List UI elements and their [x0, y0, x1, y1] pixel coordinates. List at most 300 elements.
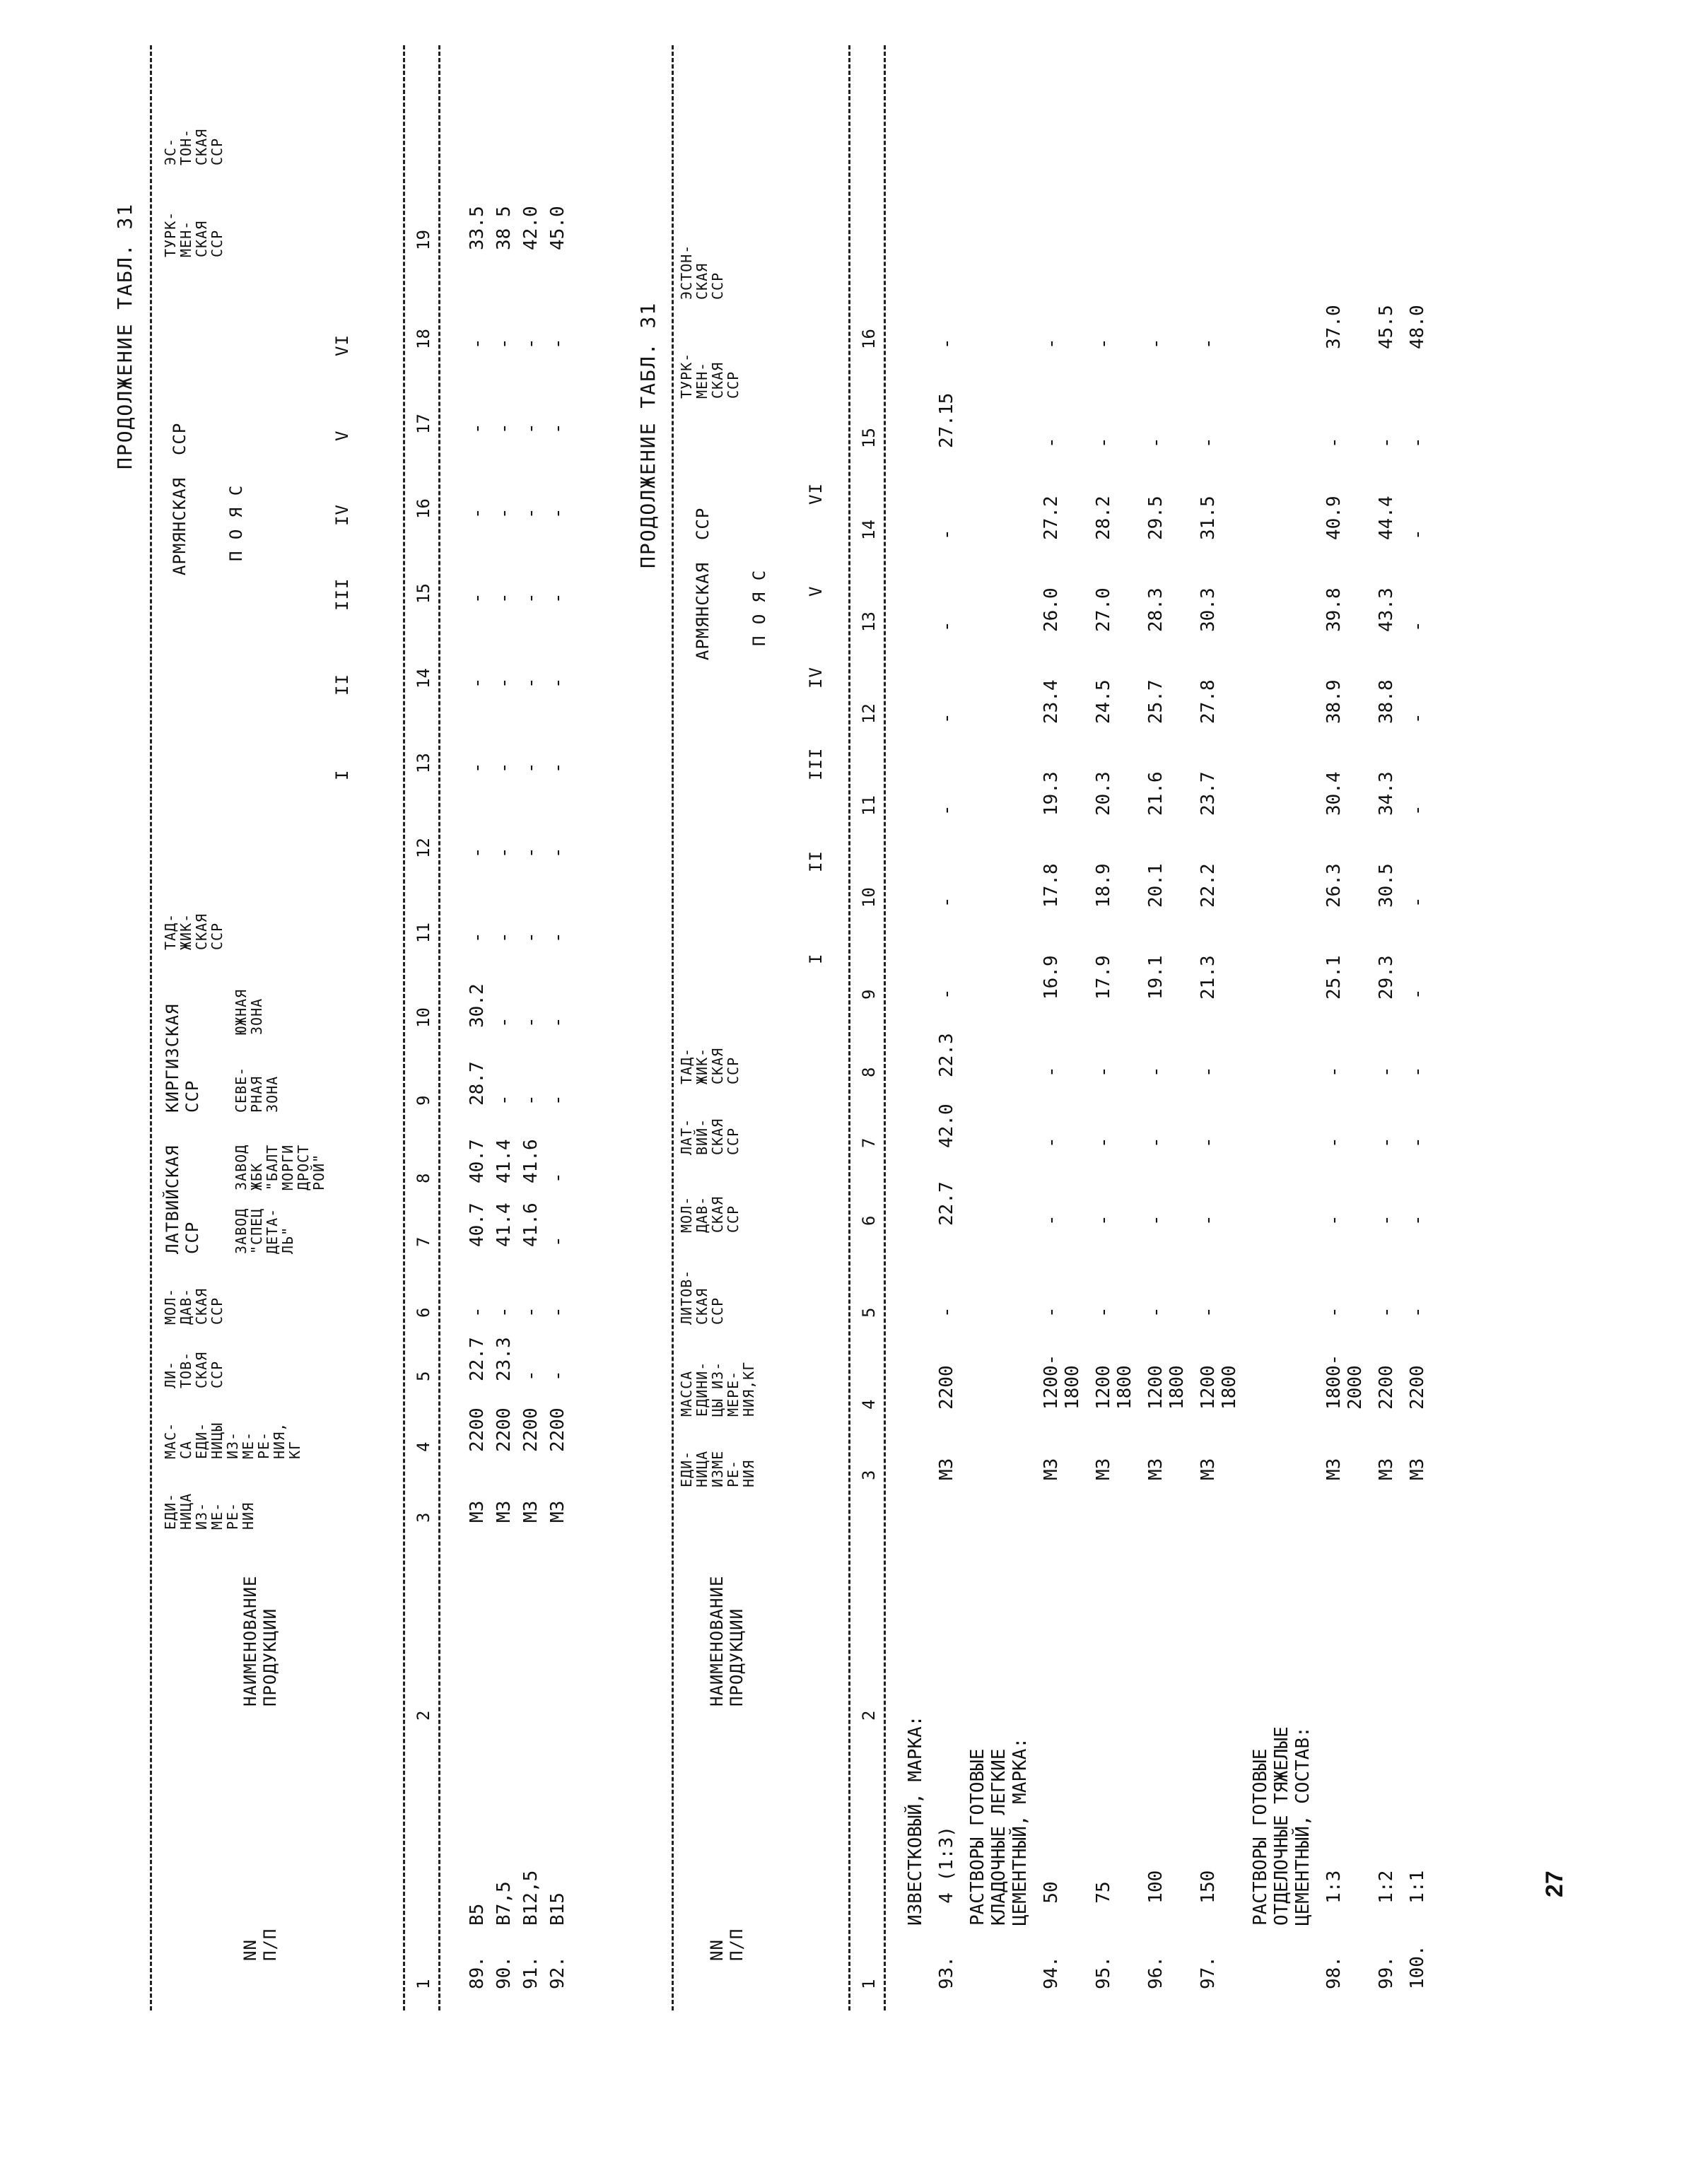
table1-header-nn: NN П/П [240, 1928, 280, 1961]
table-cell-c5: - [1407, 1306, 1428, 1318]
table-cell-c5: - [1093, 1306, 1114, 1318]
table-cell-nn: 94. [1041, 1956, 1062, 1989]
table2-zone-3: III [806, 747, 826, 780]
table-cell-c8: - [547, 1172, 568, 1183]
column-number: 14 [859, 520, 879, 540]
table-cell-c13: - [467, 762, 488, 773]
table2-header-rule [848, 45, 850, 2010]
column-number: 3 [414, 1512, 433, 1523]
table-cell-c6: 22.7 [936, 1181, 957, 1226]
table-row [520, 0, 547, 2166]
column-number: 14 [414, 668, 433, 689]
table-cell-c10: 26.3 [1323, 863, 1345, 908]
table2-top-rule [672, 45, 674, 2010]
table-cell-c19: 38 5 [493, 206, 515, 250]
table2-header-latv: ЛАТ- ВИЙ- СКАЯ ССР [678, 1118, 742, 1155]
table-cell-c9: 16.9 [1041, 955, 1062, 1000]
table-row [1041, 0, 1083, 2166]
table-cell-c8: 40.7 [467, 1139, 488, 1183]
table-cell-c17: - [493, 423, 515, 434]
table-cell-c6: - [493, 1306, 515, 1318]
table-cell-mass: 2200 [1407, 1365, 1428, 1410]
table-cell-c8: - [1407, 1066, 1428, 1077]
table-cell-c8: - [1376, 1066, 1397, 1077]
table2-header-belt: П О Я С [749, 569, 769, 646]
table1-zone-3: III [332, 578, 352, 611]
table-cell-c16: 48.0 [1407, 305, 1428, 349]
table-cell-c16: - [1198, 338, 1219, 349]
table-cell-c8: 22.3 [936, 1033, 957, 1077]
column-number: 11 [859, 795, 879, 816]
table1-zone-6: VI [332, 334, 352, 356]
table-cell-c8: 41.6 [520, 1139, 542, 1183]
table-cell-c12: - [520, 847, 542, 858]
table-cell-c10: - [547, 1017, 568, 1028]
page-number: 27 [1541, 1871, 1568, 1897]
table-cell-c9: 28.7 [467, 1061, 488, 1106]
table-cell-nn: 89. [467, 1956, 488, 1989]
table-cell-mass: 1200- 1800 [1041, 1354, 1083, 1410]
table-cell-c7: - [1093, 1137, 1114, 1148]
table-cell-c18: - [547, 338, 568, 349]
table-cell-c10: 17.8 [1041, 863, 1062, 908]
table-cell-c6: - [1323, 1214, 1345, 1226]
table1-header-mass: МАС- СА ЕДИ- НИЦЫ ИЗ- МЕ- РЕ- НИЯ, КГ [162, 1422, 303, 1459]
table1-header-est: ЭС- ТОН- СКАЯ ССР [162, 128, 226, 165]
table-cell-nn: 96. [1145, 1956, 1166, 1989]
table1-zone-1: I [332, 769, 352, 780]
table-cell-c14: - [1407, 529, 1428, 540]
table1-zone-4: IV [332, 504, 352, 526]
table-cell-c10: - [1407, 896, 1428, 908]
table-cell-nn: 98. [1323, 1956, 1345, 1989]
table-cell-c5: - [520, 1370, 542, 1381]
table-cell-c10: 22.2 [1198, 863, 1219, 908]
table-cell-mass: 1200 1800 [1093, 1365, 1135, 1410]
table-cell-c7: - [1198, 1137, 1219, 1148]
table-cell-c16: 45.5 [1376, 305, 1397, 349]
table1-header-arm: АРМЯНСКАЯ ССР [170, 422, 189, 575]
table2-zone-2: II [806, 850, 826, 872]
table-cell-c12: - [493, 847, 515, 858]
table-cell-c8: 41.4 [493, 1139, 515, 1183]
table-cell-c9: 29.3 [1376, 955, 1397, 1000]
table1-colnum-rule [438, 45, 440, 2010]
table1-header-kirg-a: СЕВЕ- РНАЯ ЗОНА [233, 1066, 281, 1113]
table-cell-nn: 90. [493, 1956, 515, 1989]
table2-colnum-rule [884, 45, 886, 2010]
table-cell-c16: 37.0 [1323, 305, 1345, 349]
table-cell-nn: 92. [547, 1956, 568, 1989]
table-cell-c19: 45.0 [547, 206, 568, 250]
table-cell-unit: М3 [1407, 1458, 1428, 1480]
table-cell-c14: - [936, 529, 957, 540]
table-cell-c5: - [547, 1370, 568, 1381]
table-cell-nn: 99. [1376, 1956, 1397, 1989]
table-cell-c16: - [1041, 338, 1062, 349]
table-cell-c12: - [467, 847, 488, 858]
table1-header-belt: П О Я С [226, 484, 246, 561]
table2-header-mass: МАССА ЕДИНИ- ЦЫ ИЗ- МЕРЕ- НИЯ,КГ [678, 1361, 757, 1417]
table-cell-c19: 33.5 [467, 206, 488, 250]
table-cell-c13: - [547, 762, 568, 773]
table-cell-nn: 95. [1093, 1956, 1114, 1989]
table-cell-c7: - [1376, 1137, 1397, 1148]
table-cell-name: B7,5 [493, 1881, 515, 1926]
column-number: 11 [414, 923, 433, 943]
table2-header-name: НАИМЕНОВАНИЕ ПРОДУКЦИИ [707, 1575, 747, 1707]
column-number: 7 [859, 1137, 879, 1148]
table-cell-c14: 44.4 [1376, 496, 1397, 540]
table-cell-mass: 1200 1800 [1198, 1365, 1240, 1410]
table-cell-nn: 100. [1407, 1945, 1428, 1989]
table1-top-rule [150, 45, 152, 2010]
table-cell-c14: 31.5 [1198, 496, 1219, 540]
table2-header-mold: МОЛ- ДАВ- СКАЯ ССР [678, 1195, 742, 1233]
table1-title: ПРОДОЛЖЕНИЕ ТАБЛ. 31 [113, 202, 136, 469]
table-cell-c11: 19.3 [1041, 771, 1062, 816]
table-cell-c12: - [547, 847, 568, 858]
table-cell-mass: 2200 [936, 1365, 957, 1410]
table-cell-c17: - [547, 423, 568, 434]
table-cell-c12: 23.4 [1041, 679, 1062, 724]
table1-header-kirg: КИРГИЗСКАЯ ССР [163, 1003, 202, 1113]
table-cell-c10: 30.2 [467, 983, 488, 1028]
table-cell-c7: - [547, 1236, 568, 1247]
table-row [547, 0, 574, 2166]
table-cell-c7: 41.4 [493, 1202, 515, 1247]
column-number: 9 [859, 989, 879, 1000]
table-cell-c14: 40.9 [1323, 496, 1345, 540]
column-number: 12 [414, 838, 433, 858]
table-cell-name: B5 [467, 1903, 488, 1926]
table-cell-c6: - [1041, 1214, 1062, 1226]
table-cell-unit: М3 [467, 1500, 488, 1523]
column-number: 19 [414, 230, 433, 250]
table2-zone-5: V [806, 585, 826, 597]
table-cell-c8: - [1041, 1066, 1062, 1077]
column-number: 1 [414, 1979, 433, 1989]
table-cell-c12: 27.8 [1198, 679, 1219, 724]
column-number: 15 [859, 428, 879, 448]
column-number: 6 [414, 1307, 433, 1318]
column-number: 2 [859, 1710, 879, 1721]
table-cell-c16: - [1145, 338, 1166, 349]
table-cell-unit: М3 [1093, 1458, 1114, 1480]
column-number: 6 [859, 1215, 879, 1226]
table1-zone-5: V [332, 430, 352, 441]
table2-header-est: ЭСТОН- СКАЯ ССР [678, 244, 726, 300]
table-cell-c9: 17.9 [1093, 955, 1114, 1000]
table-cell-mass: 2200 [547, 1407, 568, 1452]
column-number: 1 [859, 1979, 879, 1989]
table-cell-c8: - [1323, 1066, 1345, 1077]
table-row [1323, 0, 1366, 2166]
table-cell-name: 1:2 [1376, 1870, 1397, 1926]
table2-zone-4: IV [806, 667, 826, 689]
table-cell-c5: - [1376, 1306, 1397, 1318]
table1-header-kirg-b: ЮЖНАЯ ЗОНА [233, 988, 265, 1035]
table-cell-c16: - [520, 508, 542, 519]
table-cell-name: 100 [1145, 1870, 1166, 1926]
table-cell-c6: - [1093, 1214, 1114, 1226]
table1-header-unit: ЕДИ- НИЦА ИЗ- МЕ- РЕ- НИЯ [162, 1492, 257, 1530]
table-cell-c9: 19.1 [1145, 955, 1166, 1000]
table1-header-turk: ТУРК- МЕН- СКАЯ ССР [162, 211, 226, 257]
column-number: 16 [859, 329, 879, 349]
table-cell-unit: М3 [493, 1500, 515, 1523]
column-number: 4 [414, 1441, 433, 1452]
table-cell-c7: 40.7 [467, 1202, 488, 1247]
table-cell-c12: 38.8 [1376, 679, 1397, 724]
table-cell-c11: 30.4 [1323, 771, 1345, 816]
table-cell-c16: - [493, 508, 515, 519]
column-number: 4 [859, 1399, 879, 1410]
table-cell-name: 1:3 [1323, 1870, 1345, 1926]
table-cell-c15: - [467, 592, 488, 604]
table-cell-c8: - [1198, 1066, 1219, 1077]
table-cell-c7: 42.0 [936, 1104, 957, 1148]
table-cell-mass: 2200 [520, 1407, 542, 1452]
column-number: 9 [414, 1095, 433, 1106]
table-row [1198, 0, 1240, 2166]
table-cell-c8: - [1093, 1066, 1114, 1077]
table1-header-name: НАИМЕНОВАНИЕ ПРОДУКЦИИ [240, 1575, 280, 1707]
table-cell-nn: 93. [936, 1956, 957, 1989]
table-cell-c10: 18.9 [1093, 863, 1114, 908]
table-cell-c9: 25.1 [1323, 955, 1345, 1000]
table-cell-c11: 21.6 [1145, 771, 1166, 816]
table-cell-c10: - [520, 1017, 542, 1028]
table-cell-c11: - [467, 932, 488, 943]
column-number: 16 [414, 498, 433, 519]
column-number: 2 [414, 1710, 433, 1721]
table-cell-c6: - [1145, 1214, 1166, 1226]
table-cell-name: ИЗВЕСТКОВЫЙ, МАРКА: [905, 1715, 926, 1926]
table1-header-tadzh: ТАД- ЖИК- СКАЯ ССР [162, 913, 226, 950]
table-cell-c14: - [467, 677, 488, 689]
table-cell-c16: - [467, 508, 488, 519]
table-cell-c13: 26.0 [1041, 587, 1062, 632]
table-cell-c5: - [1041, 1306, 1062, 1318]
column-number: 13 [414, 753, 433, 773]
table-cell-c15: 27.15 [936, 392, 957, 448]
table-cell-c9: - [547, 1094, 568, 1106]
table-cell-c14: - [547, 677, 568, 689]
table2-title: ПРОДОЛЖЕНИЕ ТАБЛ. 31 [636, 301, 660, 568]
table-cell-c15: - [1041, 437, 1062, 448]
table-cell-unit: М3 [1323, 1458, 1345, 1480]
table-cell-c6: - [547, 1306, 568, 1318]
table-row [936, 0, 963, 2166]
table-cell-c12: 24.5 [1093, 679, 1114, 724]
table-cell-c17: - [467, 423, 488, 434]
table-cell-c11: 23.7 [1198, 771, 1219, 816]
table-cell-nn: 91. [520, 1956, 542, 1989]
table-cell-name: 75 [1093, 1881, 1114, 1926]
table-cell-c11: - [1407, 804, 1428, 816]
table2-header-nn: NN П/П [707, 1928, 747, 1961]
table-cell-c14: 29.5 [1145, 496, 1166, 540]
column-number: 5 [414, 1371, 433, 1381]
table-cell-c5: - [1323, 1306, 1345, 1318]
column-number: 8 [859, 1067, 879, 1077]
table-cell-c14: - [493, 677, 515, 689]
table-cell-c9: - [493, 1094, 515, 1106]
table-cell-c15: - [547, 592, 568, 604]
table-cell-name: 150 [1198, 1870, 1219, 1926]
table-row [967, 0, 1031, 2166]
table-cell-c15: - [1376, 437, 1397, 448]
table-cell-c11: - [547, 932, 568, 943]
table-cell-name: 1:1 [1407, 1870, 1428, 1926]
table-cell-mass: 1200 1800 [1145, 1365, 1188, 1410]
table-cell-c16: - [1093, 338, 1114, 349]
table-cell-nn: 97. [1198, 1956, 1219, 1989]
table-cell-c11: 34.3 [1376, 771, 1397, 816]
column-number: 15 [414, 583, 433, 604]
table2-zone-6: VI [806, 483, 826, 505]
table-cell-c13: 27.0 [1093, 587, 1114, 632]
table-cell-c19: 42.0 [520, 206, 542, 250]
table1-header-rule [403, 45, 405, 2010]
table-cell-c11: 20.3 [1093, 771, 1114, 816]
table2-header-turk: ТУРК- МЕН- СКАЯ ССР [678, 352, 742, 399]
table-cell-name: РАСТВОРЫ ГОТОВЫЕ ОТДЕЛОЧНЫЕ ТЯЖЕЛЫЕ ЦЕМЕНТНЫЙ, СОСТАВ: [1250, 1726, 1314, 1926]
table2-header-arm: АРМЯНСКАЯ ССР [693, 507, 713, 660]
table-row [1145, 0, 1188, 2166]
table-cell-c7: - [1041, 1137, 1062, 1148]
column-number: 7 [414, 1236, 433, 1247]
table-cell-c8: - [1145, 1066, 1166, 1077]
table-cell-name: 50 [1041, 1881, 1062, 1926]
table-row [905, 0, 932, 2166]
table-cell-unit: М3 [936, 1458, 957, 1480]
table-cell-c18: - [493, 338, 515, 349]
table-cell-mass: 2200 [493, 1407, 515, 1452]
table-cell-c5: - [1198, 1306, 1219, 1318]
table2-header-lit: ЛИТОВ- СКАЯ ССР [678, 1269, 726, 1325]
table-cell-c5: - [936, 1306, 957, 1318]
column-number: 5 [859, 1307, 879, 1318]
table-cell-c13: 30.3 [1198, 587, 1219, 632]
table-cell-c9: - [936, 988, 957, 1000]
table-cell-c12: - [936, 713, 957, 724]
table-cell-c9: - [1407, 988, 1428, 1000]
table-cell-c14: 27.2 [1041, 496, 1062, 540]
column-number: 10 [414, 1007, 433, 1028]
table1-header-latv-a: ЗАВОД "СПЕЦ ДЕТА- ЛЬ" [233, 1207, 296, 1254]
table1-header-lit: ЛИ- ТОВ- СКАЯ ССР [162, 1351, 226, 1388]
column-number: 10 [859, 887, 879, 908]
table-cell-c13: - [936, 621, 957, 632]
table-cell-name: B12,5 [520, 1870, 542, 1926]
table-cell-c15: - [1323, 437, 1345, 448]
column-number: 12 [859, 703, 879, 724]
table2-zone-1: I [806, 953, 826, 964]
table-cell-c13: - [520, 762, 542, 773]
table-cell-c9: 21.3 [1198, 955, 1219, 1000]
table-row [1093, 0, 1135, 2166]
table-cell-c11: - [520, 932, 542, 943]
table-cell-name: РАСТВОРЫ ГОТОВЫЕ КЛАДОЧНЫЕ ЛЕГКИЕ ЦЕМЕНТНЫЙ, МАРКА: [967, 1737, 1031, 1926]
table-cell-c16: - [547, 508, 568, 519]
table-cell-c15: - [1198, 437, 1219, 448]
table-cell-c6: - [467, 1306, 488, 1318]
column-number: 8 [414, 1173, 433, 1183]
table-cell-c10: - [493, 1017, 515, 1028]
table-cell-c15: - [520, 592, 542, 604]
table-cell-c15: - [493, 592, 515, 604]
table-cell-c13: 39.8 [1323, 587, 1345, 632]
table-cell-c11: - [936, 804, 957, 816]
table-cell-c7: - [1323, 1137, 1345, 1148]
table-cell-c6: - [520, 1306, 542, 1318]
table-cell-unit: М3 [1198, 1458, 1219, 1480]
table-row [1376, 0, 1403, 2166]
table-cell-c10: 30.5 [1376, 863, 1397, 908]
table-cell-c7: - [1407, 1137, 1428, 1148]
column-number: 18 [414, 329, 433, 349]
table-cell-c18: - [467, 338, 488, 349]
table-cell-c18: - [520, 338, 542, 349]
table-cell-c6: - [1407, 1214, 1428, 1226]
table-cell-c7: - [1145, 1137, 1166, 1148]
table-cell-c9: - [520, 1094, 542, 1106]
table-row [493, 0, 520, 2166]
table-cell-c15: - [1093, 437, 1114, 448]
table-cell-c13: - [493, 762, 515, 773]
table1-header-mold: МОЛ- ДАВ- СКАЯ ССР [162, 1287, 226, 1325]
table-cell-mass: 2200 [1376, 1365, 1397, 1410]
table-cell-c6: - [1198, 1214, 1219, 1226]
table-cell-c13: 28.3 [1145, 587, 1166, 632]
table-cell-c12: - [1407, 713, 1428, 724]
table-cell-unit: М3 [547, 1500, 568, 1523]
table-row [1407, 0, 1434, 2166]
table2-header-unit: ЕДИ- НИЦА ИЗМЕ РЕ- НИЯ [678, 1450, 757, 1487]
column-number: 3 [859, 1470, 879, 1480]
table-cell-c11: - [493, 932, 515, 943]
table-cell-unit: М3 [1041, 1458, 1062, 1480]
column-number: 13 [859, 611, 879, 632]
table-cell-c14: - [520, 677, 542, 689]
table-cell-unit: М3 [1376, 1458, 1397, 1480]
table-row [1250, 0, 1314, 2166]
table-cell-c14: 28.2 [1093, 496, 1114, 540]
table-cell-c17: - [520, 423, 542, 434]
table-cell-name: B15 [547, 1892, 568, 1926]
table2-header-tadzh: ТАД- ЖИК- СКАЯ ССР [678, 1047, 742, 1084]
table-cell-c10: 20.1 [1145, 863, 1166, 908]
table-cell-c7: 41.6 [520, 1202, 542, 1247]
table-cell-c15: - [1145, 437, 1166, 448]
table-row [467, 0, 493, 2166]
table1-header-latv: ЛАТВИЙСКАЯ ССР [163, 1145, 202, 1254]
table-cell-c16: - [936, 338, 957, 349]
table-cell-c10: - [936, 896, 957, 908]
table-cell-unit: М3 [1145, 1458, 1166, 1480]
table1-zone-2: II [332, 674, 352, 696]
table-cell-c12: 25.7 [1145, 679, 1166, 724]
table-cell-c12: 38.9 [1323, 679, 1345, 724]
table-cell-mass: 1800- 2000 [1323, 1354, 1366, 1410]
table-cell-c5: 23.3 [493, 1337, 515, 1381]
table-cell-unit: М3 [520, 1500, 542, 1523]
table-cell-c15: - [1407, 437, 1428, 448]
table-cell-c5: - [1145, 1306, 1166, 1318]
table-cell-c5: 22.7 [467, 1337, 488, 1381]
